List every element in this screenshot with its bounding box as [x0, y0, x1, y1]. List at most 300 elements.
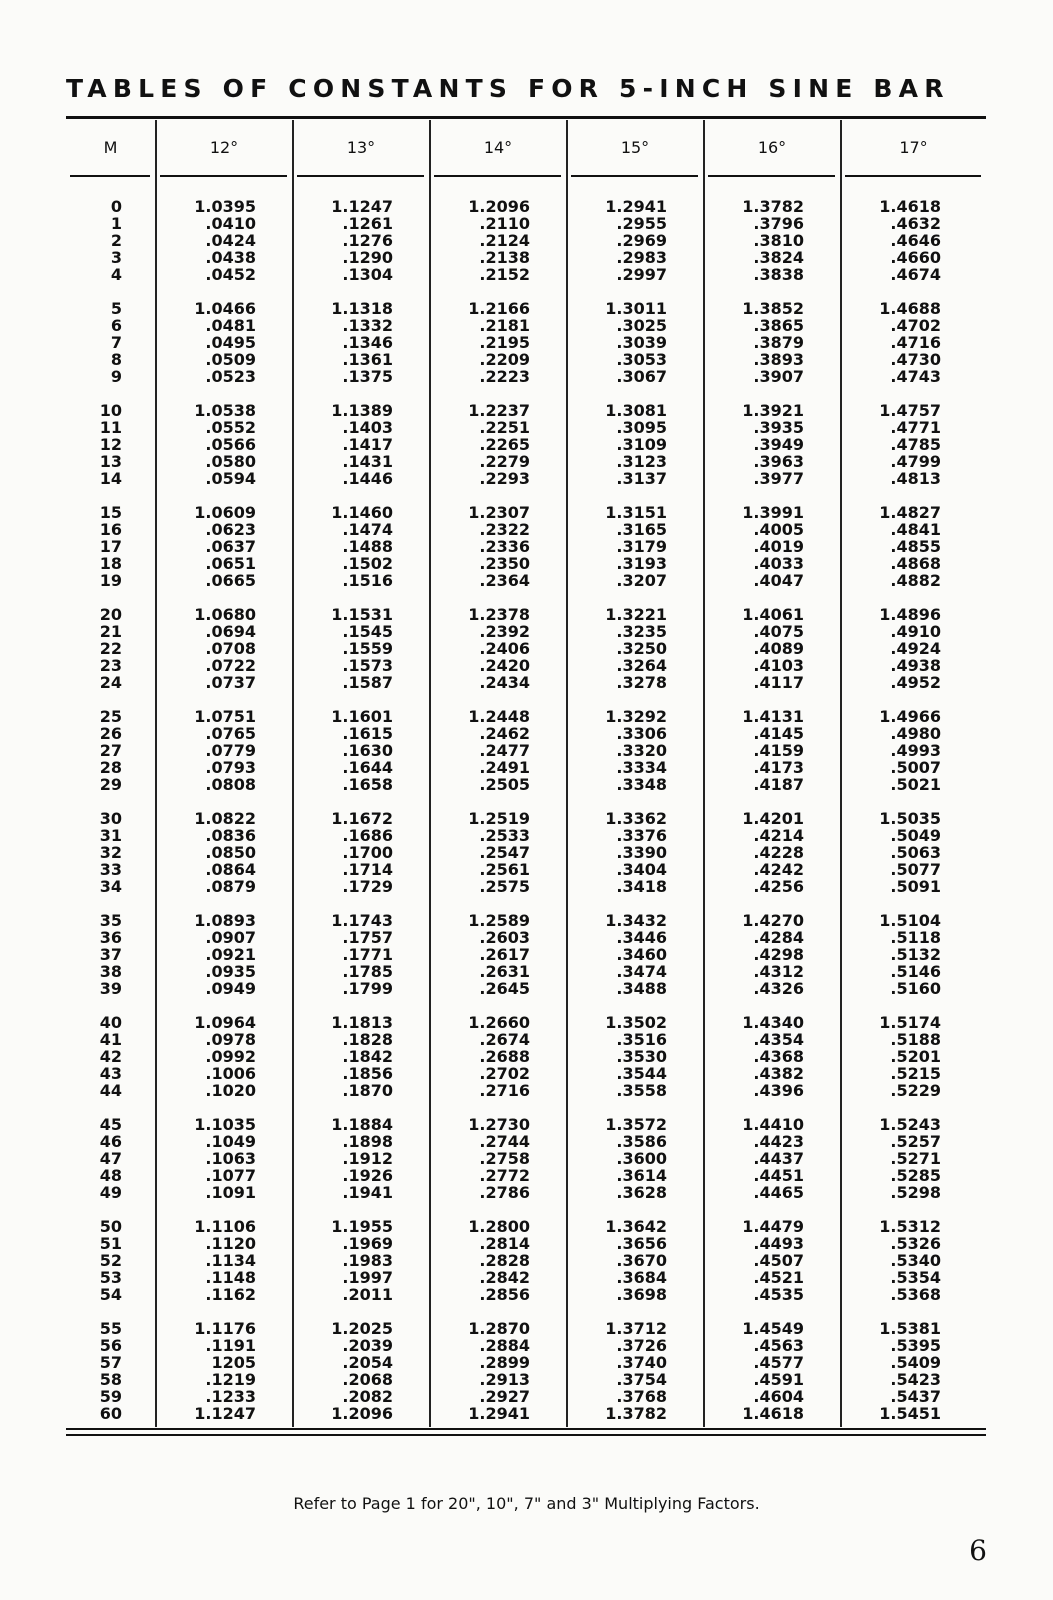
constant-value: .2688: [479, 1047, 530, 1066]
constant-value: .4882: [890, 571, 941, 590]
constant-value: .2575: [479, 877, 530, 896]
constant-value: .1474: [342, 520, 393, 539]
row-group: [450, 708, 530, 793]
constant-value: .2884: [479, 1336, 530, 1355]
m-value: 3: [110, 248, 122, 267]
m-value: 26: [99, 724, 122, 743]
constant-value: .1120: [205, 1234, 256, 1253]
constant-value: .2561: [479, 860, 530, 879]
constant-value: .4019: [753, 537, 804, 556]
constant-value: .1898: [342, 1132, 393, 1151]
constant-value: .1757: [342, 928, 393, 947]
constant-value: 1.4618: [879, 197, 941, 216]
row-group: [587, 912, 667, 997]
constant-value: .0992: [205, 1047, 256, 1066]
constant-value: .1488: [342, 537, 393, 556]
constant-value: 1.4827: [879, 503, 941, 522]
m-value: 55: [99, 1319, 122, 1338]
constant-value: 1.5451: [879, 1404, 941, 1423]
m-value: 51: [99, 1234, 122, 1253]
constant-value: .1191: [205, 1336, 256, 1355]
constant-value: 1.1247: [194, 1404, 256, 1423]
header-13-degrees: 13°: [346, 138, 376, 157]
constant-value: 1.1601: [331, 707, 393, 726]
constant-value: .0879: [205, 877, 256, 896]
m-value: 49: [99, 1183, 122, 1202]
constant-value: .4284: [753, 928, 804, 947]
constant-value: .1785: [342, 962, 393, 981]
constant-value: .5368: [890, 1285, 941, 1304]
page-number: 6: [969, 1534, 987, 1567]
top-rule: [66, 116, 986, 119]
constant-value: .3053: [616, 350, 667, 369]
constant-value: 1.0893: [194, 911, 256, 930]
constant-value: .2702: [479, 1064, 530, 1083]
m-value: 21: [99, 622, 122, 641]
constant-value: .0637: [205, 537, 256, 556]
constant-value: .5201: [890, 1047, 941, 1066]
constant-value: .1686: [342, 826, 393, 845]
m-value: 19: [99, 571, 122, 590]
constant-value: .1332: [342, 316, 393, 335]
constant-value: .0708: [205, 639, 256, 658]
constant-value: .0523: [205, 367, 256, 386]
constant-value: .3810: [753, 231, 804, 250]
row-group: [313, 1014, 393, 1099]
constant-value: .5007: [890, 758, 941, 777]
constant-value: .1233: [205, 1387, 256, 1406]
constant-value: 1.4061: [742, 605, 804, 624]
row-group: [82, 810, 122, 895]
constant-value: .2716: [479, 1081, 530, 1100]
row-group: [313, 912, 393, 997]
row-group: [313, 198, 393, 283]
constant-value: .0495: [205, 333, 256, 352]
m-value: 27: [99, 741, 122, 760]
constant-value: 1.1884: [331, 1115, 393, 1134]
m-value: 15: [99, 503, 122, 522]
constant-value: 1.3362: [605, 809, 667, 828]
row-group: [82, 198, 122, 283]
constant-value: .3123: [616, 452, 667, 471]
constant-value: .5215: [890, 1064, 941, 1083]
m-value: 58: [99, 1370, 122, 1389]
constant-value: .4591: [753, 1370, 804, 1389]
m-value: 42: [99, 1047, 122, 1066]
page-title: TABLES OF CONSTANTS FOR 5-INCH SINE BAR: [66, 74, 950, 103]
row-group: [82, 504, 122, 589]
constant-value: 1.3782: [742, 197, 804, 216]
constant-value: 1.3712: [605, 1319, 667, 1338]
constant-value: .4910: [890, 622, 941, 641]
constant-value: .4521: [753, 1268, 804, 1287]
m-value: 24: [99, 673, 122, 692]
constant-value: 1.3852: [742, 299, 804, 318]
constant-value: 1.4131: [742, 707, 804, 726]
row-group: [313, 606, 393, 691]
m-value: 29: [99, 775, 122, 794]
constant-value: .0978: [205, 1030, 256, 1049]
row-group: [450, 402, 530, 487]
constant-value: .3879: [753, 333, 804, 352]
m-value: 39: [99, 979, 122, 998]
constant-value: 1.3081: [605, 401, 667, 420]
constant-value: .5049: [890, 826, 941, 845]
constant-value: 1.0964: [194, 1013, 256, 1032]
constant-value: .1276: [342, 231, 393, 250]
constant-value: 1.0395: [194, 197, 256, 216]
row-group: [587, 504, 667, 589]
row-group: [313, 300, 393, 385]
row-group: [861, 606, 941, 691]
row-group: [313, 1218, 393, 1303]
constant-value: .3376: [616, 826, 667, 845]
constant-value: .4354: [753, 1030, 804, 1049]
constant-value: .4799: [890, 452, 941, 471]
footnote: Refer to Page 1 for 20", 10", 7" and 3" Multiplying Factors.: [293, 1494, 760, 1513]
constant-value: .0694: [205, 622, 256, 641]
constant-value: .2279: [479, 452, 530, 471]
constant-value: 1.2378: [468, 605, 530, 624]
constant-value: .1091: [205, 1183, 256, 1202]
constant-value: .1870: [342, 1081, 393, 1100]
row-group: [861, 402, 941, 487]
header-16-degrees: 16°: [757, 138, 787, 157]
constant-value: .3865: [753, 316, 804, 335]
constant-value: .4117: [753, 673, 804, 692]
row-group: [587, 606, 667, 691]
constant-value: .4493: [753, 1234, 804, 1253]
constant-value: 1.4340: [742, 1013, 804, 1032]
row-group: [313, 708, 393, 793]
constant-value: .3067: [616, 367, 667, 386]
constant-value: .2547: [479, 843, 530, 862]
constant-value: .5188: [890, 1030, 941, 1049]
row-group: [176, 912, 256, 997]
constant-value: .3334: [616, 758, 667, 777]
row-group: [724, 912, 804, 997]
constant-value: .3544: [616, 1064, 667, 1083]
constant-value: .4089: [753, 639, 804, 658]
m-value: 2: [110, 231, 122, 250]
constant-value: .3670: [616, 1251, 667, 1270]
constant-value: .2209: [479, 350, 530, 369]
row-group: [450, 1218, 530, 1303]
row-group: [587, 1116, 667, 1201]
constant-value: .2899: [479, 1353, 530, 1372]
row-group: [724, 708, 804, 793]
constant-value: .1261: [342, 214, 393, 233]
row-group: [724, 504, 804, 589]
header-underline: [571, 175, 698, 177]
constant-value: 1.3921: [742, 401, 804, 420]
constant-value: .1615: [342, 724, 393, 743]
row-group: [313, 504, 393, 589]
constant-value: .3628: [616, 1183, 667, 1202]
m-value: 14: [99, 469, 122, 488]
constant-value: 1.2519: [468, 809, 530, 828]
constant-value: .3418: [616, 877, 667, 896]
constant-value: 1.5174: [879, 1013, 941, 1032]
constant-value: .4660: [890, 248, 941, 267]
constant-value: .1148: [205, 1268, 256, 1287]
constant-value: .2674: [479, 1030, 530, 1049]
constant-value: .3488: [616, 979, 667, 998]
constant-value: .1941: [342, 1183, 393, 1202]
row-group: [724, 402, 804, 487]
constant-value: .1219: [205, 1370, 256, 1389]
header-underline: [845, 175, 981, 177]
constant-value: .5146: [890, 962, 941, 981]
constant-value: .1573: [342, 656, 393, 675]
constant-value: 1.2589: [468, 911, 530, 930]
constant-value: .1842: [342, 1047, 393, 1066]
header-underline: [70, 175, 150, 177]
constant-value: .2491: [479, 758, 530, 777]
constant-value: .4577: [753, 1353, 804, 1372]
constant-value: .4771: [890, 418, 941, 437]
constant-value: .4187: [753, 775, 804, 794]
constant-value: 1.4201: [742, 809, 804, 828]
m-value: 43: [99, 1064, 122, 1083]
constant-value: .1799: [342, 979, 393, 998]
row-group: [450, 1014, 530, 1099]
header-underline: [434, 175, 561, 177]
constant-value: .2350: [479, 554, 530, 573]
constant-value: .3558: [616, 1081, 667, 1100]
constant-value: 1.2800: [468, 1217, 530, 1236]
row-group: [861, 198, 941, 283]
constant-value: .4646: [890, 231, 941, 250]
constant-value: .2322: [479, 520, 530, 539]
constant-value: .4841: [890, 520, 941, 539]
constant-value: .2138: [479, 248, 530, 267]
header-12-degrees: 12°: [209, 138, 239, 157]
constant-value: .0722: [205, 656, 256, 675]
m-value: 16: [99, 520, 122, 539]
m-value: 8: [110, 350, 122, 369]
bottom-rule-lower: [66, 1434, 986, 1436]
constant-value: .4924: [890, 639, 941, 658]
constant-value: 1.2660: [468, 1013, 530, 1032]
constant-value: .1969: [342, 1234, 393, 1253]
m-value: 52: [99, 1251, 122, 1270]
constant-value: .1828: [342, 1030, 393, 1049]
constant-value: .3656: [616, 1234, 667, 1253]
m-value: 45: [99, 1115, 122, 1134]
row-group: [176, 504, 256, 589]
constant-value: .1077: [205, 1166, 256, 1185]
constant-value: .4242: [753, 860, 804, 879]
constant-value: .1304: [342, 265, 393, 284]
constant-value: 1.1531: [331, 605, 393, 624]
constant-value: 1.4410: [742, 1115, 804, 1134]
constant-value: .3935: [753, 418, 804, 437]
constant-value: .2814: [479, 1234, 530, 1253]
constant-value: .3740: [616, 1353, 667, 1372]
m-column: [82, 198, 122, 1422]
constant-value: .0566: [205, 435, 256, 454]
m-value: 54: [99, 1285, 122, 1304]
row-group: [176, 198, 256, 283]
constant-value: .3530: [616, 1047, 667, 1066]
constant-value: .0594: [205, 469, 256, 488]
constant-value: 1.3151: [605, 503, 667, 522]
row-group: [450, 300, 530, 385]
m-value: 18: [99, 554, 122, 573]
constant-value: .1771: [342, 945, 393, 964]
m-value: 34: [99, 877, 122, 896]
constant-value: 1.2025: [331, 1319, 393, 1338]
constant-value: 1.0822: [194, 809, 256, 828]
row-group: [176, 810, 256, 895]
constant-value: .4980: [890, 724, 941, 743]
constant-value: .1502: [342, 554, 393, 573]
row-group: [450, 606, 530, 691]
m-value: 50: [99, 1217, 122, 1236]
constant-value: .2856: [479, 1285, 530, 1304]
constant-value: .3586: [616, 1132, 667, 1151]
column-divider: [840, 120, 842, 1427]
constant-value: 1.4757: [879, 401, 941, 420]
constant-value: .0793: [205, 758, 256, 777]
constant-value: .3025: [616, 316, 667, 335]
m-value: 9: [110, 367, 122, 386]
constant-value: .0424: [205, 231, 256, 250]
constant-value: .4423: [753, 1132, 804, 1151]
constant-value: 1.1176: [194, 1319, 256, 1338]
constant-value: 1.0680: [194, 605, 256, 624]
constant-value: .4075: [753, 622, 804, 641]
constant-value: .0921: [205, 945, 256, 964]
constant-value: .3600: [616, 1149, 667, 1168]
constant-value: .4604: [753, 1387, 804, 1406]
constant-value: .5132: [890, 945, 941, 964]
constant-value: .0836: [205, 826, 256, 845]
constant-value: .3474: [616, 962, 667, 981]
constant-value: .4813: [890, 469, 941, 488]
constant-value: .4214: [753, 826, 804, 845]
constant-value: .4382: [753, 1064, 804, 1083]
constant-value: .2913: [479, 1370, 530, 1389]
m-value: 56: [99, 1336, 122, 1355]
constant-value: 1.3642: [605, 1217, 667, 1236]
row-group: [176, 1218, 256, 1303]
constant-value: 1.4479: [742, 1217, 804, 1236]
m-value: 1: [110, 214, 122, 233]
constant-value: 1.4966: [879, 707, 941, 726]
row-group: [587, 708, 667, 793]
constant-value: .1431: [342, 452, 393, 471]
constant-value: 1205: [211, 1353, 256, 1372]
constant-value: .1006: [205, 1064, 256, 1083]
constant-value: .2758: [479, 1149, 530, 1168]
constant-value: .3235: [616, 622, 667, 641]
constant-value: .4145: [753, 724, 804, 743]
constant-value: 1.2307: [468, 503, 530, 522]
constant-value: .3963: [753, 452, 804, 471]
constant-value: .3838: [753, 265, 804, 284]
m-value: 44: [99, 1081, 122, 1100]
m-value: 13: [99, 452, 122, 471]
row-group: [587, 402, 667, 487]
constant-value: .3977: [753, 469, 804, 488]
constant-value: 1.2237: [468, 401, 530, 420]
constant-value: .2039: [342, 1336, 393, 1355]
row-group: [82, 1320, 122, 1422]
constant-value: 1.5312: [879, 1217, 941, 1236]
constant-value: 1.2448: [468, 707, 530, 726]
constant-value: 1.3572: [605, 1115, 667, 1134]
row-group: [450, 1116, 530, 1201]
constant-value: .2477: [479, 741, 530, 760]
constant-value: 1.2941: [468, 1404, 530, 1423]
m-value: 11: [99, 418, 122, 437]
row-group: [861, 810, 941, 895]
row-group: [587, 300, 667, 385]
constant-value: .2152: [479, 265, 530, 284]
constant-value: .1020: [205, 1081, 256, 1100]
m-value: 20: [99, 605, 122, 624]
constant-value: .3460: [616, 945, 667, 964]
constant-value: 1.3221: [605, 605, 667, 624]
constant-value: .3137: [616, 469, 667, 488]
m-value: 6: [110, 316, 122, 335]
constant-value: .2772: [479, 1166, 530, 1185]
constant-value: .3949: [753, 435, 804, 454]
row-group: [82, 912, 122, 997]
row-group: [313, 810, 393, 895]
column-12-degrees: [176, 198, 256, 1422]
constant-value: .2392: [479, 622, 530, 641]
constant-value: .4785: [890, 435, 941, 454]
column-divider: [566, 120, 568, 1427]
constant-value: .5063: [890, 843, 941, 862]
constant-value: .3404: [616, 860, 667, 879]
constant-value: .2462: [479, 724, 530, 743]
column-15-degrees: [587, 198, 667, 1422]
row-group: [450, 912, 530, 997]
row-group: [587, 1218, 667, 1303]
m-value: 38: [99, 962, 122, 981]
constant-value: .5271: [890, 1149, 941, 1168]
column-divider: [703, 120, 705, 1427]
constant-value: .4173: [753, 758, 804, 777]
constant-value: .3039: [616, 333, 667, 352]
constant-value: .1559: [342, 639, 393, 658]
constant-value: .1926: [342, 1166, 393, 1185]
constant-value: .4465: [753, 1183, 804, 1202]
header-15-degrees: 15°: [620, 138, 650, 157]
m-value: 35: [99, 911, 122, 930]
constant-value: .0580: [205, 452, 256, 471]
constant-value: .2251: [479, 418, 530, 437]
constant-value: .4033: [753, 554, 804, 573]
m-value: 30: [99, 809, 122, 828]
constant-value: .4047: [753, 571, 804, 590]
constant-value: .5021: [890, 775, 941, 794]
constant-value: .4005: [753, 520, 804, 539]
m-value: 53: [99, 1268, 122, 1287]
constant-value: .4368: [753, 1047, 804, 1066]
row-group: [861, 708, 941, 793]
constant-value: 1.1460: [331, 503, 393, 522]
constant-value: 1.3502: [605, 1013, 667, 1032]
constant-value: .2997: [616, 265, 667, 284]
constant-value: 1.3011: [605, 299, 667, 318]
constant-value: .1644: [342, 758, 393, 777]
constant-value: .0665: [205, 571, 256, 590]
